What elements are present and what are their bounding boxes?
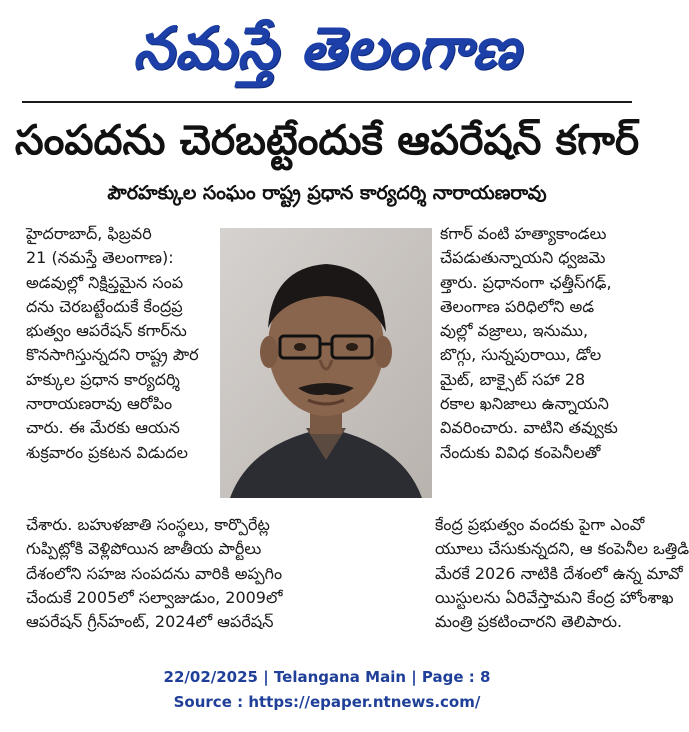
article-left-column xyxy=(26,222,216,465)
text-line: యిస్టులను ఏరివేస్తామని కేంద్ర హోంశాఖ xyxy=(435,587,674,607)
text-line: కగార్ వంటి హత్యాకాండలు xyxy=(440,224,607,243)
text-line: నేందుకు వివిధ కంపెనీలతో xyxy=(440,442,601,462)
text-line: దేశంలోని సహజ సంపదను వారికి అప్పగిం xyxy=(26,563,283,583)
source-link[interactable]: Source : https://epaper.ntnews.com/ xyxy=(173,693,481,711)
text-line: చేశారు. బహుళజాతి సంస్థలు, కార్పొరేట్ల xyxy=(26,515,270,534)
text-line: వుల్లో వజ్రాలు, ఇనుము, xyxy=(440,321,589,341)
text-line: నారాయణరావు ఆరోపిం xyxy=(26,394,173,414)
text-line: అడవుల్లో నిక్షిప్తమైన సంప xyxy=(26,272,184,292)
text-line: మైట్, బాక్సైట్ సహా 28 xyxy=(440,369,586,389)
text-line: హైదరాబాద్, ఫిబ్రవరి xyxy=(26,224,152,243)
text-line: గుప్పిట్లోకి వెళ్లిపోయిన జాతీయ పార్టీలు xyxy=(26,539,262,559)
text-line: రకాల ఖనిజాలు ఉన్నాయని xyxy=(440,394,609,414)
text-line: తెలంగాణ పరిధిలోని అడ xyxy=(440,296,595,316)
text-line: చేపడుతున్నాయని ధ్వజమె xyxy=(440,248,606,268)
text-line: 21 (నమస్తే తెలంగాణ): xyxy=(26,248,174,268)
text-line: మంత్రి ప్రకటించారని తెలిపారు. xyxy=(435,612,623,632)
text-line: యూలు చేసుకున్నదని, ఆ కంపెనీల ఒత్తిడి xyxy=(435,539,689,559)
text-line: చేందుకే 2005లో సల్వాజుడుం, 2009లో xyxy=(26,587,283,607)
text-line: భుత్వం ఆపరేషన్ కగార్‌ను xyxy=(26,321,187,341)
article-right-column xyxy=(440,222,632,465)
text-line: హక్కుల ప్రధాన కార్యదర్శి xyxy=(26,369,180,389)
text-line: వివరించారు. వాటిని తవ్వుకు xyxy=(440,418,618,438)
text-line: బొగ్గు, సున్నపురాయి, డోల xyxy=(440,345,602,365)
edition-info: 22/02/2025 | Telangana Main | Page : 8 xyxy=(163,668,491,686)
text-line: శుక్రవారం ప్రకటన విడుదల xyxy=(26,442,188,462)
masthead xyxy=(0,0,654,96)
text-line: దను చెరబట్టేందుకే కేంద్రప్ర xyxy=(26,296,183,316)
text-line: కొనసాగిస్తున్నదని రాష్ట్ర పౌర xyxy=(26,345,199,365)
masthead-rule xyxy=(22,101,632,103)
article-subheadline: పౌరహక్కుల సంఘం రాష్ట్ర ప్రధాన కార్యదర్శి నారాయణరావు xyxy=(107,182,547,204)
article-headline: సంపదను చెరబట్టేందుకే ఆపరేషన్ కగార్ xyxy=(14,116,640,164)
text-line: కేంద్ర ప్రభుత్వం వందకు పైగా ఎంవో xyxy=(435,515,645,534)
person-photo xyxy=(220,228,432,498)
portrait-illustration xyxy=(220,228,432,498)
text-line: మేరకే 2026 నాటికి దేశంలో ఉన్న మావో xyxy=(435,563,683,583)
text-line: త్తారు. ప్రధానంగా ఛత్తీస్‌గఢ్, xyxy=(440,272,612,292)
masthead-title: నమస్తే తెలంగాణ xyxy=(133,14,521,82)
text-line: చారు. ఈ మేరకు ఆయన xyxy=(26,418,180,438)
text-line: ఆపరేషన్ గ్రీన్‌హంట్, 2024లో ఆపరేషన్ xyxy=(26,612,274,632)
article-lower-right-column xyxy=(335,513,689,634)
